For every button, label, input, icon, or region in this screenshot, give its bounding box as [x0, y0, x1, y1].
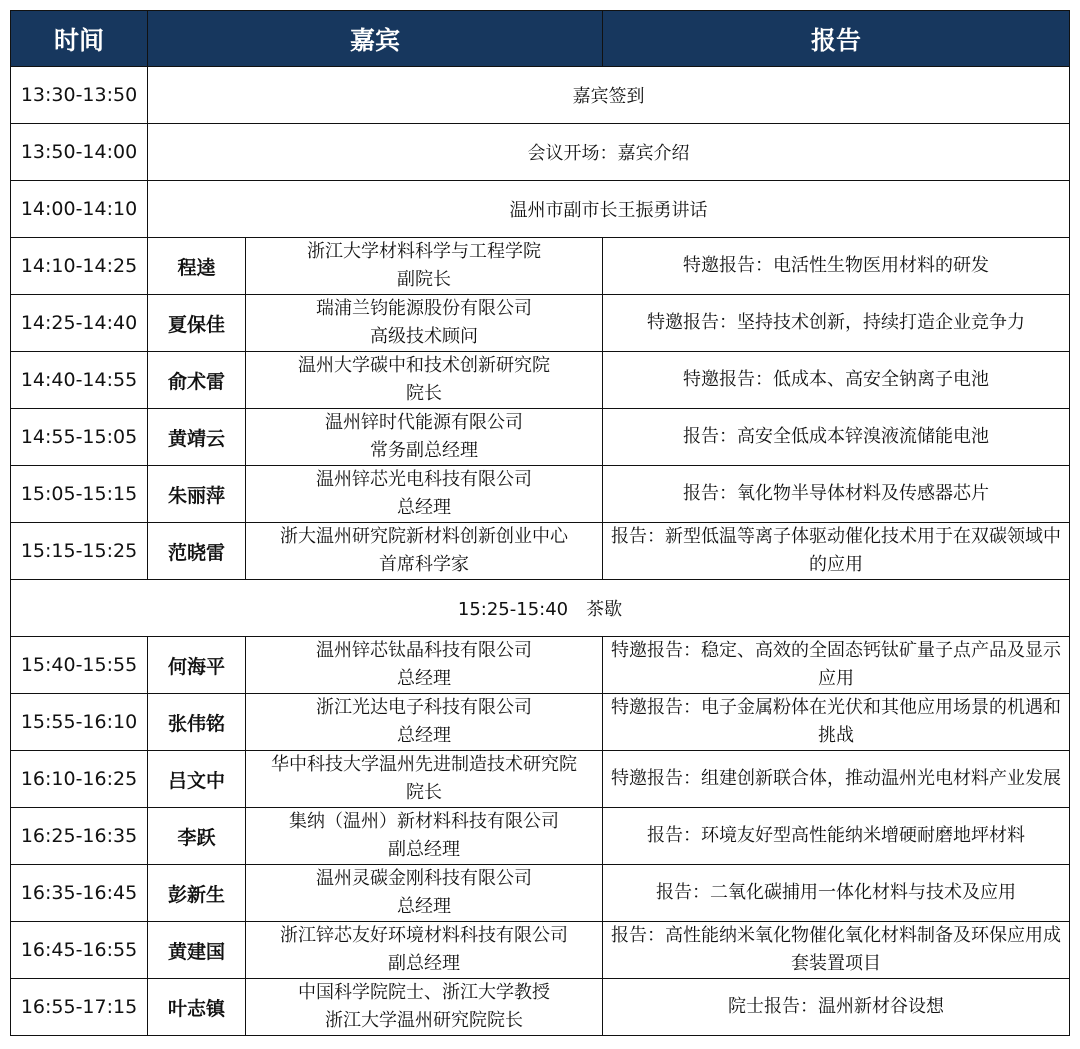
org-title: 常务副总经理	[370, 440, 478, 461]
time-cell: 14:55-15:05	[11, 409, 148, 466]
guest-name: 黄靖云	[148, 409, 246, 466]
time-cell: 15:05-15:15	[11, 466, 148, 523]
guest-affiliation	[246, 922, 603, 979]
org-title: 副院长	[397, 269, 451, 290]
org-title: 副总经理	[388, 953, 460, 974]
report-title: 报告：二氧化碳捕用一体化材料与技术及应用	[603, 865, 1070, 922]
time-cell: 13:30-13:50	[11, 67, 148, 124]
org-title: 院长	[406, 383, 442, 404]
session-row	[11, 694, 1070, 751]
break-label: 茶歇	[586, 599, 623, 620]
guest-name: 朱丽萍	[148, 466, 246, 523]
guest-name: 彭新生	[148, 865, 246, 922]
org-title: 浙江大学温州研究院院长	[325, 1010, 523, 1031]
time-cell: 16:45-16:55	[11, 922, 148, 979]
report-title: 特邀报告：电活性生物医用材料的研发	[603, 238, 1070, 295]
time-cell: 14:00-14:10	[11, 181, 148, 238]
report-title: 报告：高安全低成本锌溴液流储能电池	[603, 409, 1070, 466]
guest-affiliation	[246, 295, 603, 352]
guest-affiliation	[246, 238, 603, 295]
guest-name: 范晓雷	[148, 523, 246, 580]
guest-affiliation	[246, 466, 603, 523]
guest-name: 张伟铭	[148, 694, 246, 751]
report-title: 报告：环境友好型高性能纳米增硬耐磨地坪材料	[603, 808, 1070, 865]
guest-name: 程逵	[148, 238, 246, 295]
guest-name: 吕文中	[148, 751, 246, 808]
org-title: 总经理	[397, 668, 451, 689]
report-title: 特邀报告：组建创新联合体，推动温州光电材料产业发展	[603, 751, 1070, 808]
header-row	[11, 11, 1070, 67]
session-row	[11, 637, 1070, 694]
event-cell: 嘉宾签到	[148, 67, 1070, 124]
org-title: 院长	[406, 782, 442, 803]
time-cell: 16:25-16:35	[11, 808, 148, 865]
org-name: 温州锌芯钛晶科技有限公司	[316, 640, 532, 661]
report-title: 报告：新型低温等离子体驱动催化技术用于在双碳领域中的应用	[603, 523, 1070, 580]
guest-affiliation	[246, 808, 603, 865]
org-name: 集纳（温州）新材料科技有限公司	[289, 811, 559, 832]
report-title: 特邀报告：坚持技术创新，持续打造企业竞争力	[603, 295, 1070, 352]
report-title: 报告：高性能纳米氧化物催化氧化材料制备及环保应用成套装置项目	[603, 922, 1070, 979]
time-cell: 15:15-15:25	[11, 523, 148, 580]
org-title: 首席科学家	[379, 554, 469, 575]
time-cell: 14:25-14:40	[11, 295, 148, 352]
session-row	[11, 922, 1070, 979]
session-row	[11, 295, 1070, 352]
time-cell: 15:40-15:55	[11, 637, 148, 694]
time-cell: 14:10-14:25	[11, 238, 148, 295]
session-row	[11, 865, 1070, 922]
report-title: 报告：氧化物半导体材料及传感器芯片	[603, 466, 1070, 523]
event-cell: 会议开场：嘉宾介绍	[148, 124, 1070, 181]
org-name: 温州大学碳中和技术创新研究院	[298, 355, 550, 376]
guest-affiliation	[246, 523, 603, 580]
guest-affiliation	[246, 352, 603, 409]
session-row	[11, 466, 1070, 523]
report-title: 特邀报告：低成本、高安全钠离子电池	[603, 352, 1070, 409]
header-guest: 嘉宾	[148, 11, 603, 67]
org-name: 温州锌时代能源有限公司	[325, 412, 523, 433]
org-title: 总经理	[397, 725, 451, 746]
time-cell: 15:55-16:10	[11, 694, 148, 751]
session-row	[11, 979, 1070, 1036]
guest-name: 李跃	[148, 808, 246, 865]
break-time: 15:25-15:40	[457, 599, 569, 620]
report-title: 院士报告：温州新材谷设想	[603, 979, 1070, 1036]
org-name: 瑞浦兰钧能源股份有限公司	[316, 298, 532, 319]
report-title: 特邀报告：电子金属粉体在光伏和其他应用场景的机遇和挑战	[603, 694, 1070, 751]
org-name: 中国科学院院士、浙江大学教授	[298, 982, 550, 1003]
org-name: 浙江光达电子科技有限公司	[316, 697, 532, 718]
org-name: 浙大温州研究院新材料创新创业中心	[280, 526, 568, 547]
session-row	[11, 523, 1070, 580]
session-row	[11, 808, 1070, 865]
guest-affiliation	[246, 751, 603, 808]
header-report: 报告	[603, 11, 1070, 67]
guest-affiliation	[246, 409, 603, 466]
org-name: 温州灵碳金刚科技有限公司	[316, 868, 532, 889]
org-name: 温州锌芯光电科技有限公司	[316, 469, 532, 490]
guest-affiliation	[246, 979, 603, 1036]
agenda-row	[11, 181, 1070, 238]
guest-name: 俞术雷	[148, 352, 246, 409]
break-row	[11, 580, 1070, 637]
guest-affiliation	[246, 865, 603, 922]
header-time: 时间	[11, 11, 148, 67]
session-row	[11, 352, 1070, 409]
org-title: 总经理	[397, 497, 451, 518]
org-name: 华中科技大学温州先进制造技术研究院	[271, 754, 577, 775]
agenda-table	[10, 10, 1070, 1036]
agenda-row	[11, 124, 1070, 181]
session-row	[11, 751, 1070, 808]
time-cell: 14:40-14:55	[11, 352, 148, 409]
org-name: 浙江锌芯友好环境材料科技有限公司	[280, 925, 568, 946]
time-cell: 13:50-14:00	[11, 124, 148, 181]
agenda-row	[11, 67, 1070, 124]
session-row	[11, 409, 1070, 466]
break-cell	[11, 580, 1070, 637]
guest-name: 黄建国	[148, 922, 246, 979]
org-title: 副总经理	[388, 839, 460, 860]
guest-affiliation	[246, 694, 603, 751]
event-cell: 温州市副市长王振勇讲话	[148, 181, 1070, 238]
guest-name: 夏保佳	[148, 295, 246, 352]
org-name: 浙江大学材料科学与工程学院	[307, 241, 541, 262]
org-title: 高级技术顾问	[370, 326, 478, 347]
guest-name: 何海平	[148, 637, 246, 694]
guest-name: 叶志镇	[148, 979, 246, 1036]
report-title: 特邀报告：稳定、高效的全固态钙钛矿量子点产品及显示应用	[603, 637, 1070, 694]
time-cell: 16:35-16:45	[11, 865, 148, 922]
org-title: 总经理	[397, 896, 451, 917]
time-cell: 16:10-16:25	[11, 751, 148, 808]
time-cell: 16:55-17:15	[11, 979, 148, 1036]
session-row	[11, 238, 1070, 295]
guest-affiliation	[246, 637, 603, 694]
